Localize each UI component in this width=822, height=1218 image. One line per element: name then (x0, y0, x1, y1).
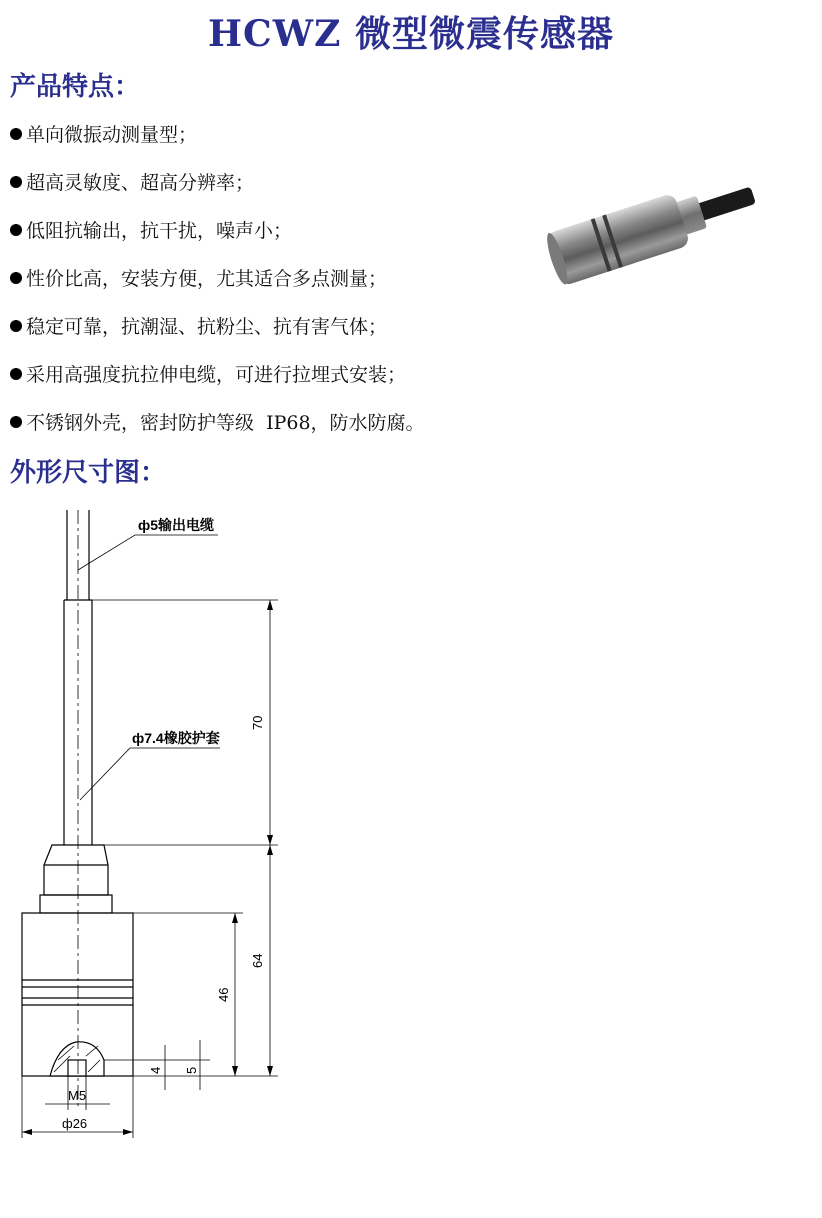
dimension-drawing (0, 490, 822, 1190)
page-title: HCWZ 微型微震传感器 (208, 13, 614, 55)
callout-cable: ф5输出电缆 (138, 517, 215, 533)
feature-text: 单向微振动测量型； (26, 124, 198, 146)
sensor-photo (540, 165, 755, 300)
bullet-icon (10, 128, 22, 140)
dim-m5: M5 (68, 1088, 87, 1103)
bullet-icon (10, 368, 22, 380)
feature-text: 超高灵敏度、超高分辨率； (26, 172, 255, 194)
feature-text: 低阻抗输出，抗干扰，噪声小； (26, 220, 293, 242)
dim-46: 46 (216, 987, 231, 1002)
dim-phi26: ф26 (62, 1116, 88, 1131)
dim-5: 5 (184, 1066, 199, 1074)
feature-item (10, 216, 292, 243)
feature-text: 性价比高，安装方便，尤其适合多点测量； (26, 268, 388, 290)
feature-item (10, 264, 387, 291)
dim-70: 70 (250, 715, 265, 730)
features-heading: 产品特点： (10, 72, 141, 102)
feature-item (10, 408, 425, 435)
drawing-heading: 外形尺寸图： (10, 458, 167, 488)
feature-text: 不锈钢外壳，密封防护等级 IP68，防水防腐。 (26, 412, 425, 434)
feature-item (10, 168, 254, 195)
callout-sleeve: ф7.4橡胶护套 (132, 730, 220, 746)
bullet-icon (10, 416, 22, 428)
feature-item (10, 120, 197, 147)
dim-64: 64 (250, 953, 265, 968)
feature-text: 采用高强度抗拉伸电缆，可进行拉埋式安装； (26, 364, 407, 386)
dim-4: 4 (148, 1066, 163, 1074)
bullet-icon (10, 272, 22, 284)
bullet-icon (10, 224, 22, 236)
feature-item (10, 360, 406, 387)
feature-item (10, 312, 387, 339)
feature-text: 稳定可靠，抗潮湿、抗粉尘、抗有害气体； (26, 316, 388, 338)
bullet-icon (10, 320, 22, 332)
bullet-icon (10, 176, 22, 188)
